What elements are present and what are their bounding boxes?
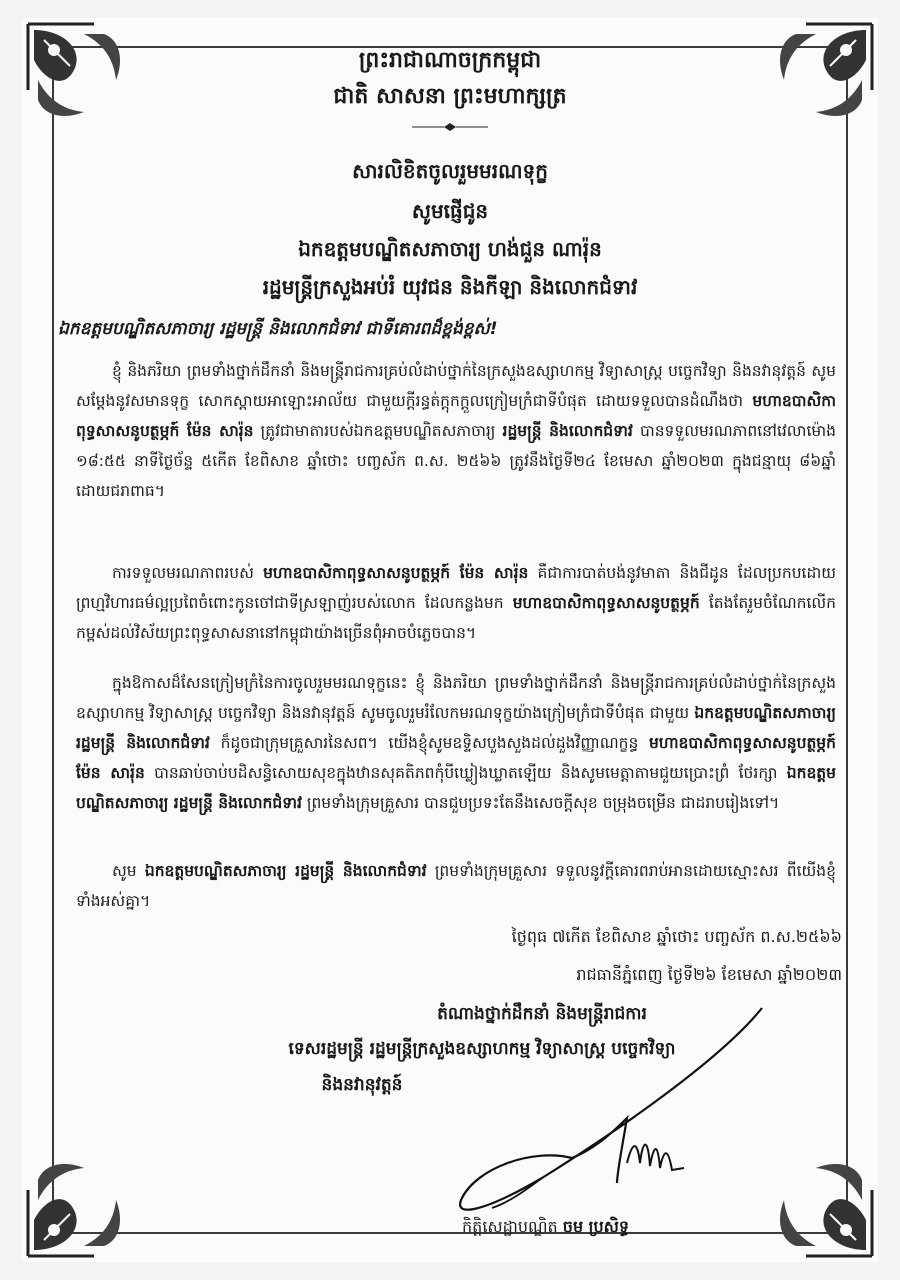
motto-header: ជាតិ សាសនា ព្រះមហាក្សត្រ <box>333 84 567 109</box>
addressee-ref: ឯកឧត្តមបណ្ឌិតសភាចារ្យ រដ្ឋមន្ត្រី និងលោកជំទាវ <box>76 704 836 752</box>
paragraph-text: ក៏ដូចជាក្រុមគ្រួសារនៃសព។ យើងខ្ញុំសូមឧទ្ទិសបួងសួងដល់ដួងវិញ្ញាណក្ខន្ធ <box>220 734 639 752</box>
lunar-date: ថ្ងៃពុធ ៧កើត ខែពិសាខ ឆ្នាំថោះ បញ្ចស័ក ព.ស.២៥៦៦ <box>511 927 842 946</box>
deceased-name: មហាឧបាសិកាពុទ្ធសាសនូបត្ថម្ភក៍ ម៉ែន សារ៉ុន <box>76 392 836 440</box>
ornament-divider-icon <box>410 122 490 132</box>
salutation: ឯកឧត្តមបណ្ឌិតសភាចារ្យ រដ្ឋមន្ត្រី និងលោកជំទាវ ជាទីគោរពដ៏ខ្ពង់ខ្ពស់! <box>58 319 498 339</box>
paragraph-text: ត្រូវជាមាតារបស់ឯកឧត្តមបណ្ឌិតសភាចារ្យ <box>260 422 496 440</box>
paragraph-1 <box>76 356 836 506</box>
paragraph-text: បានឆាប់ចាប់បដិសន្ធិសោយសុខក្នុងឋានសុគតិភពកុំបីឃ្លៀងឃ្លាតឡើយ និងសូមមេត្តាតាមជួយប្រោះព្រំ ថែរក្សា <box>154 764 778 782</box>
ornament-corner-icon <box>24 1150 134 1260</box>
paragraph-3 <box>76 668 836 818</box>
paragraph-text: ខ្ញុំ និងភរិយា ព្រមទាំងថ្នាក់ដឹកនាំ និងមន្ត្រីរាជការគ្រប់លំដាប់ថ្នាក់នៃក្រសួងឧស្សាហកម្ម វិទ្យាសាស្ត្រ បច្ចេកវិទ្យា និងនវានុវត្តន៍ សូមសម្តែងនូវសមានទុក្ខ សោកស្តាយអាឡោះអាល័យ ជាមួយក្តីរន្ធត់ក្តុកក្តួលក្រៀមក្រំជាទីបំផុត ដោយទទួលបានដំណឹងថា <box>76 362 836 410</box>
signatory-role: តំណាងថ្នាក់ដឹកនាំ និងមន្ត្រីរាជការ <box>437 1004 647 1024</box>
addressee-ref: ឯកឧត្តមបណ្ឌិតសភាចារ្យ រដ្ឋមន្ត្រី និងលោកជំទាវ <box>76 764 836 812</box>
paragraph-text: តែងតែរួមចំណែកលើកកម្ពស់ដល់វិស័យព្រះពុទ្ធសាសនានៅកម្ពុជាយ៉ាងច្រើនពុំអាចបំភ្លេចបាន។ <box>76 594 836 642</box>
letter-addressee-position: រដ្ឋមន្ត្រីក្រសួងអប់រំ យុវជន និងកីឡា និងលោកជំទាវ <box>262 275 638 299</box>
letter-page <box>22 18 878 1262</box>
paragraph-text: ការទទួលមរណភាពរបស់ <box>112 564 254 582</box>
signatory-name: ចម ប្រសិទ្ធ <box>562 1217 629 1236</box>
signatory-name-line <box>462 1216 629 1240</box>
deceased-name: មហាឧបាសិកាពុទ្ធសាសនូបត្ថម្ភក៍ ម៉ែន សារ៉ុន <box>263 564 529 582</box>
paragraph-4 <box>76 856 836 916</box>
letter-addressee-name: ឯកឧត្តមបណ្ឌិតសភាចារ្យ ហង់ជួន ណារ៉ុន <box>298 237 602 261</box>
signatory-position-cont: និងនវានុវត្តន៍ <box>321 1075 403 1095</box>
addressee-ref: ឯកឧត្តមបណ្ឌិតសភាចារ្យ រដ្ឋមន្ត្រី និងលោកជំទាវ <box>144 862 427 880</box>
deceased-title: មហាឧបាសិកាពុទ្ធសាសនូបត្ថម្ភក៍ <box>512 594 700 612</box>
letter-title: សារលិខិតចូលរួមមរណទុក្ខ <box>352 159 548 183</box>
signatory-position: ទេសរដ្ឋមន្ត្រី រដ្ឋមន្ត្រីក្រសួងឧស្សាហកម្ម វិទ្យាសាស្ត្រ បច្ចេកវិទ្យា <box>288 1039 676 1059</box>
letter-addressee-intro: សូមផ្ញើជូន <box>411 199 489 223</box>
addressee-ref: រដ្ឋមន្ត្រី និងលោកជំទាវ <box>502 422 633 440</box>
handwritten-signature <box>422 998 822 1238</box>
paragraph-text: គឺជាការបាត់បង់នូវមាតា និងជីដូន ដែលប្រកបដោយព្រហ្មវិហារធម៌ល្អប្រពៃចំពោះកូនចៅជាទីស្រឡាញ់របស់លោក ដែលកន្លងមក <box>76 564 836 612</box>
kingdom-header: ព្រះរាជាណាចក្រកម្ពុជា <box>358 48 542 73</box>
paragraph-text: បានទទួលមរណភាពនៅវេលាម៉ោង ១៨:៥៥ នាទីថ្ងៃច័ន្ទ ៥កើត ខែពិសាខ ឆ្នាំថោះ បញ្ចស័ក ព.ស. ២៥៦៦ ត្រូវនឹងថ្ងៃទី២៤ ខែមេសា ឆ្នាំ២០២៣ ក្នុងជន្មាយុ ៨៦ឆ្នាំ ដោយជរាពាធ។ <box>76 422 836 500</box>
paragraph-2 <box>76 558 836 648</box>
paragraph-text: ក្នុងឱកាសដ៏សែនក្រៀមក្រំនៃការចូលរួមមរណទុក្ខនេះ ខ្ញុំ និងភរិយា ព្រមទាំងថ្នាក់ដឹកនាំ និងមន្ត្រីរាជការគ្រប់លំដាប់ថ្នាក់នៃក្រសួងឧស្សាហកម្ម វិទ្យាសាស្ត្រ បច្ចេកវិទ្យា និងនវានុវត្តន៍ សូមចូលរួមរំលែកមរណទុក្ខយ៉ាងក្រៀមក្រំជាទីបំផុត ជាមួយ <box>76 674 836 722</box>
signatory-honorific: កិត្តិសេដ្ឋាបណ្ឌិត <box>462 1217 558 1236</box>
deceased-name: មហាឧបាសិកាពុទ្ធសាសនូបត្ថម្ភក៍ ម៉ែន សារ៉ុន <box>76 734 836 782</box>
solar-date: រាជធានីភ្នំពេញ ថ្ងៃទី២៦ ខែមេសា ឆ្នាំ២០២៣ <box>576 965 842 984</box>
paragraph-text: សូម <box>112 862 137 880</box>
paragraph-text: ព្រមទាំងក្រុមគ្រួសារ បានជួបប្រទះតែនឹងសេចក្តីសុខ ចម្រុងចម្រើន ជាដរាបរៀងទៅ។ <box>306 794 780 812</box>
paragraph-text: ព្រមទាំងក្រុមគ្រួសារ ទទួលនូវក្តីគោរពរាប់អានដោយស្មោះសរ ពីយើងខ្ញុំទាំងអស់គ្នា។ <box>76 862 836 910</box>
